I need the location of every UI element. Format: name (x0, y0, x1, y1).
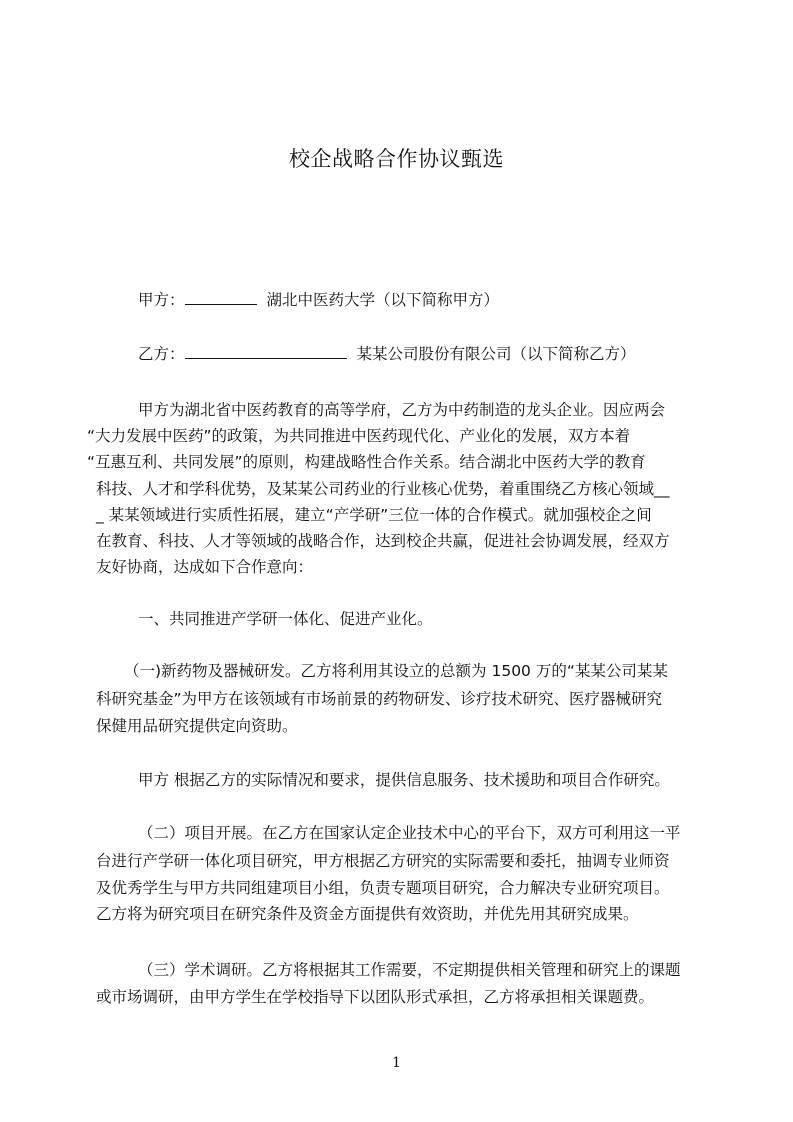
intro-line: 友好协商，达成如下合作意向： (96, 558, 314, 576)
section-heading: 一、共同推进产学研一体化、促进产业化。 (138, 610, 433, 628)
item-two-line: 及优秀学生与甲方共同组建项目小组，负责专题项目研究，合力解决专业研究项目。 (96, 879, 670, 897)
item-three-line: （三）学术调研。乙方将根据其工作需要，不定期提供相关管理和研究上的课题 (138, 961, 681, 979)
item-one-line: 科研究基金”为甲方在该领域有市场前景的药物研发、诊疗技术研究、医疗器械研究 (96, 690, 663, 708)
intro-line: 科技、人才和学科优势，及某某公司药业的行业核心优势，着重围绕乙方核心领域__ (96, 480, 670, 498)
document-title: 校企战略合作协议甄选 (289, 147, 504, 171)
page-number: 1 (392, 1055, 401, 1071)
party-a-name: 湖北中医药大学（以下简称甲方） (266, 291, 500, 309)
party-a-support: 甲方 根据乙方的实际情况和要求，提供信息服务、技术援助和项目合作研究。 (138, 771, 670, 789)
intro-line: 甲方为湖北省中医药教育的高等学府，乙方为中药制造的龙头企业。因应两会 (138, 401, 666, 419)
party-b-name: 某某公司股份有限公司（以下简称乙方） (356, 345, 636, 363)
party-b-blank (185, 344, 347, 359)
item-two-line: （二）项目开展。在乙方在国家认定企业技术中心的平台下，双方可利用这一平 (138, 824, 681, 842)
item-one-line: （一)新药物及器械研发。乙方将利用其设立的总额为 1500 万的“某某公司某某 (124, 662, 668, 680)
intro-line: 在教育、科技、人才等领域的战略合作，达到校企共赢，促进社会协调发展，经双方 (96, 532, 670, 550)
item-two-line: 乙方将为研究项目在研究条件及资金方面提供有效资助，并优先用其研究成果。 (96, 905, 639, 923)
intro-line: “大力发展中医药”的政策，为共同推进中医药现代化、产业化的发展，双方本着 (87, 427, 631, 445)
party-a-line (138, 290, 499, 310)
intro-line: _ 某某领域进行实质性拓展，建立“产学研”三位一体的合作模式。就加强校企之间 (96, 506, 652, 524)
party-a-blank (185, 290, 257, 305)
party-b-label: 乙方： (138, 345, 185, 363)
item-three-line: 或市场调研，由甲方学生在学校指导下以团队形式承担，乙方将承担相关课题费。 (96, 988, 655, 1006)
intro-line: “互惠互利、共同发展”的原则，构建战略性合作关系。结合湖北中医药大学的教育 (87, 453, 646, 471)
party-a-label: 甲方： (138, 291, 185, 309)
item-two-line: 台进行产学研一体化项目研究，甲方根据乙方研究的实际需要和委托，抽调专业师资 (96, 852, 670, 870)
item-one-line: 保健用品研究提供定向资助。 (96, 717, 298, 735)
party-b-line (138, 344, 636, 364)
